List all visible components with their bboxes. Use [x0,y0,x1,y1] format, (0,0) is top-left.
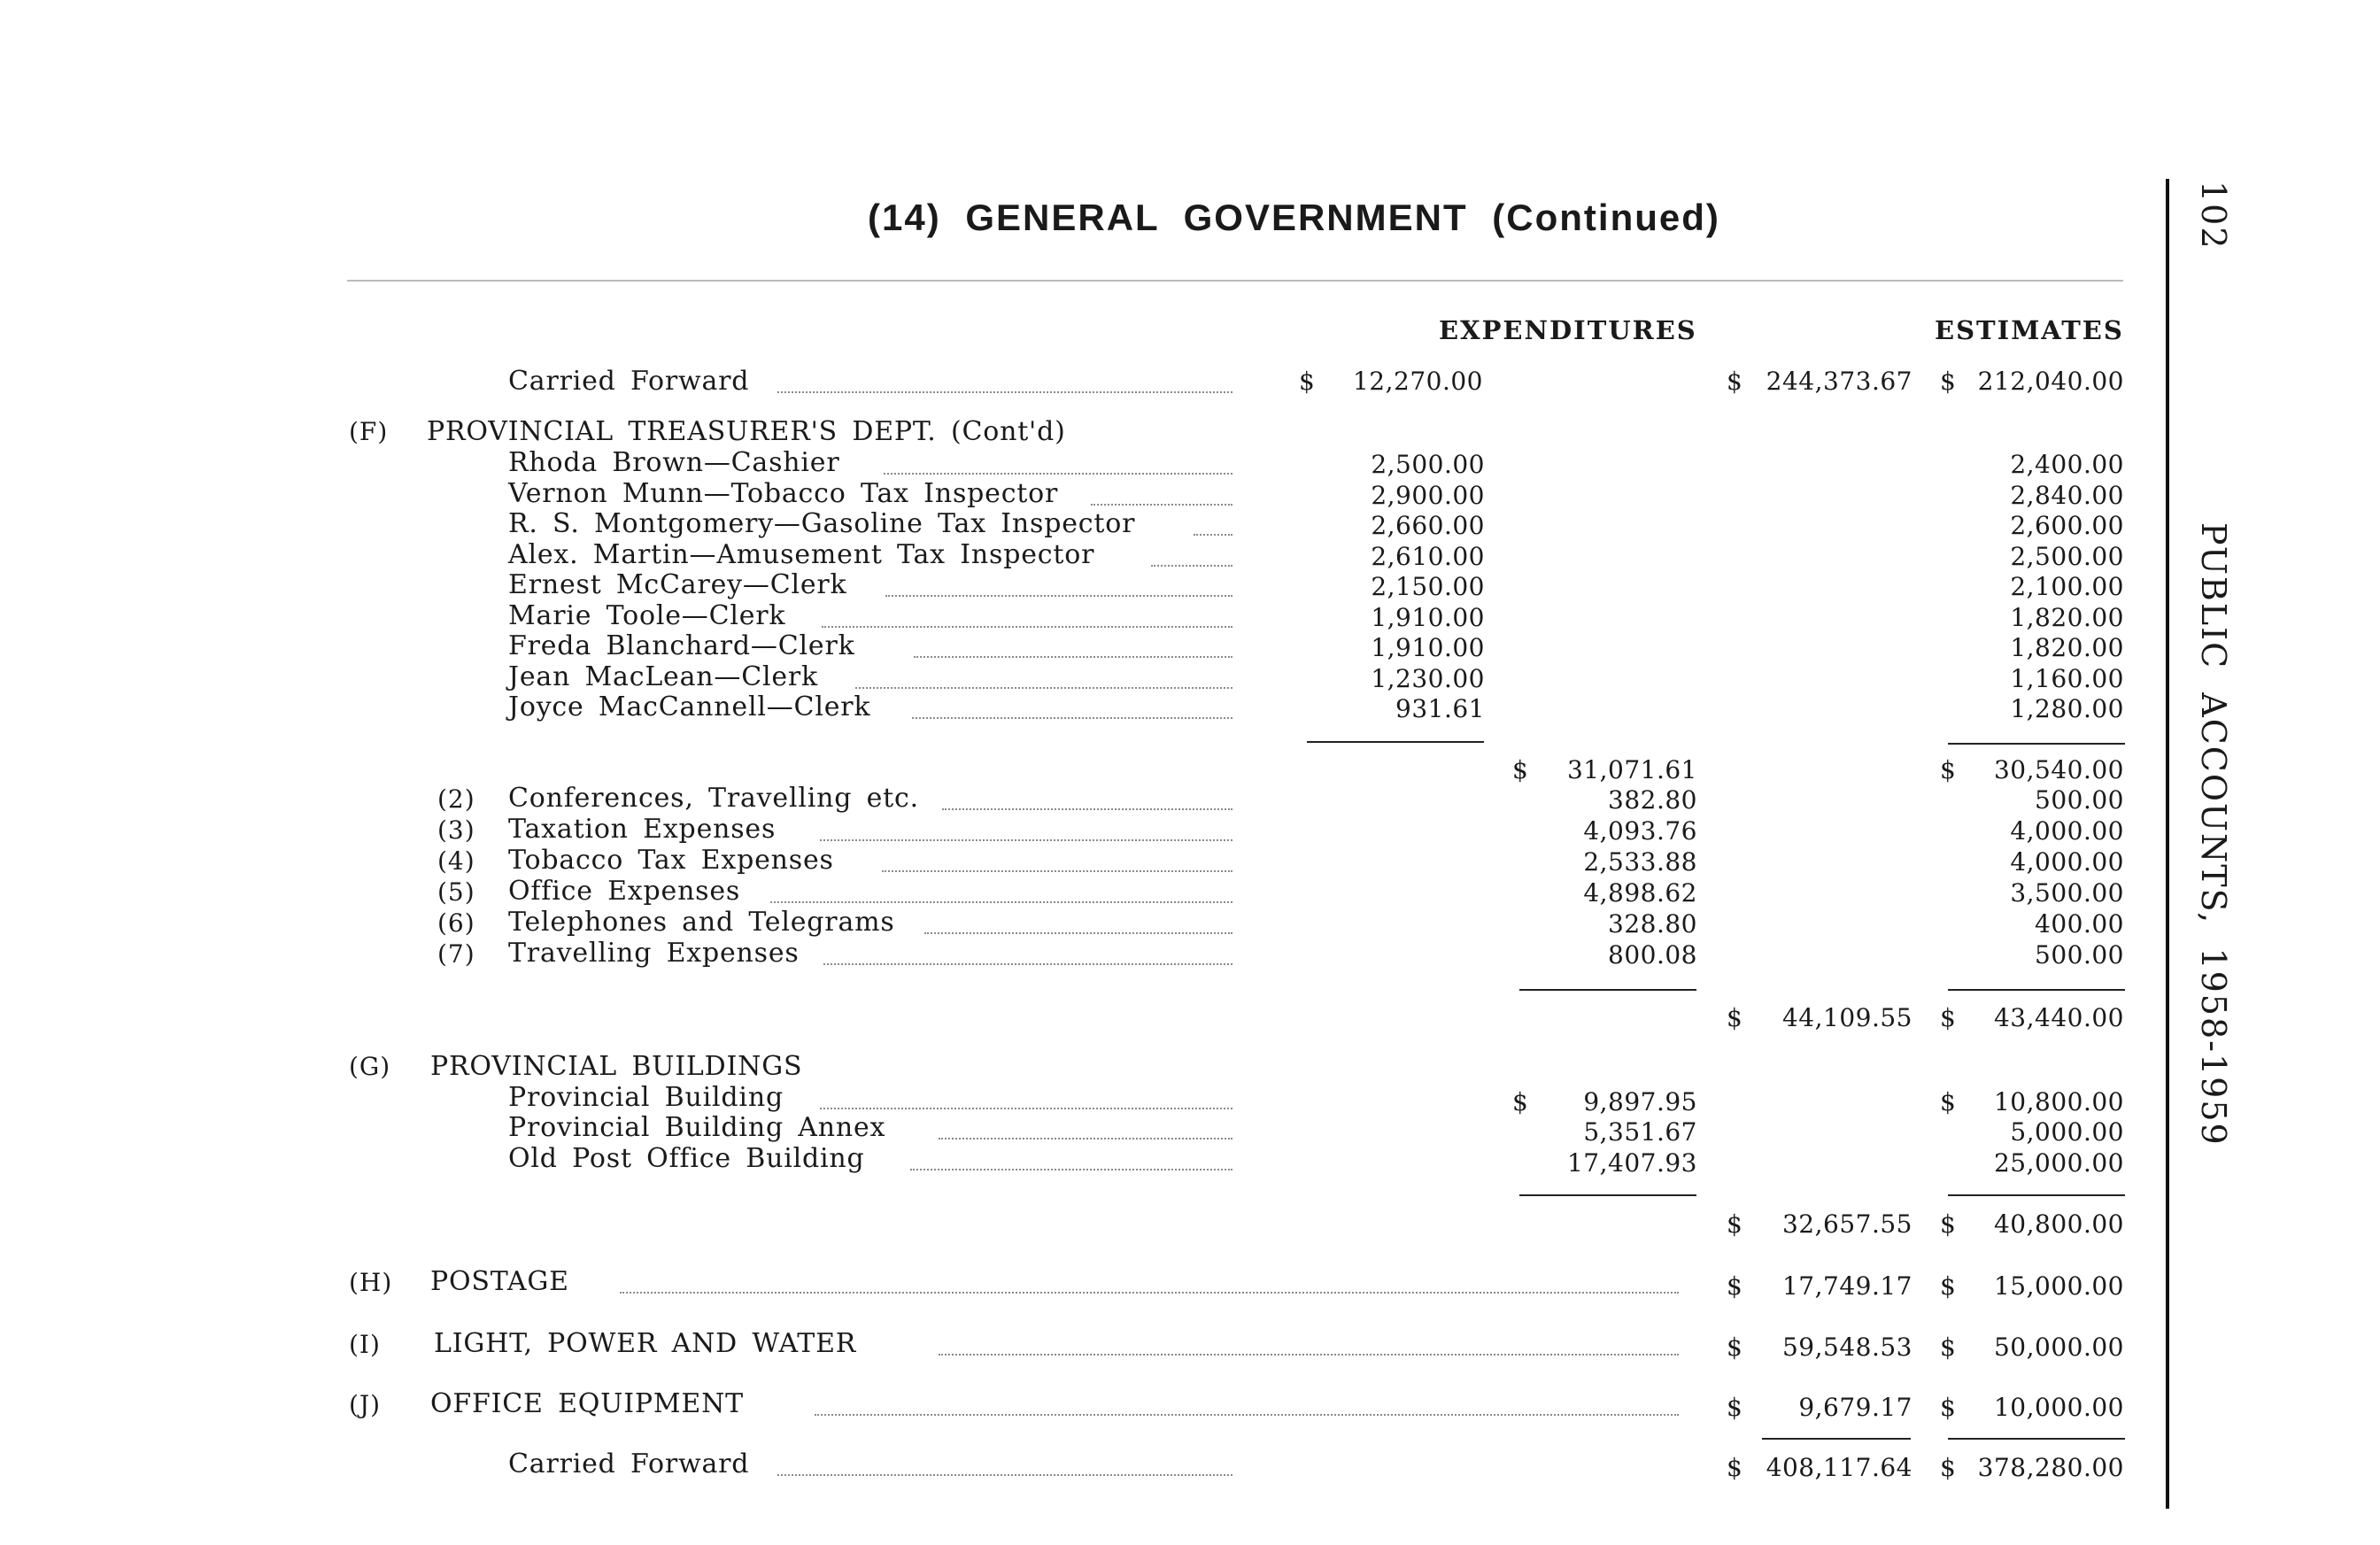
section-i-total: 59,548.53 [1781,1333,1912,1362]
section-ref: (H) [349,1268,393,1297]
section-ref: (I) [349,1330,381,1359]
dollar-sign: $ [1727,367,1742,396]
list-item-label: Travelling Expenses [508,938,800,969]
list-item-label: Provincial Building Annex [508,1112,886,1143]
list-item-label: Ernest McCarey—Clerk [508,569,847,600]
list-item-estimate: 2,500.00 [2010,542,2124,571]
leader-dots [777,391,1232,393]
section-title: LIGHT, POWER AND WATER [434,1328,857,1359]
section-i-estimate: 50,000.00 [1993,1333,2124,1362]
list-item-label: Telephones and Telegrams [508,907,895,938]
list-item-estimate: 2,400.00 [2010,450,2124,479]
dollar-sign: $ [1940,367,1956,396]
leader-dots [823,963,1232,965]
leader-dots [942,808,1232,810]
list-item-estimate: 500.00 [2035,940,2124,969]
section-h-estimate: 15,000.00 [1993,1271,2124,1301]
dollar-sign: $ [1512,755,1528,784]
dollar-sign: $ [1727,1003,1742,1032]
section-ref: (J) [349,1390,382,1419]
list-item-label: Conferences, Travelling etc. [508,783,919,814]
leader-dots [815,1414,1679,1416]
column-header-estimates: ESTIMATES [1935,315,2124,345]
list-item-estimate: 1,160.00 [2010,664,2124,693]
leader-dots [914,656,1232,658]
list-item-estimate: 2,840.00 [2010,481,2124,510]
leader-dots [620,1292,1679,1294]
carried-forward-top-estimate: 212,040.00 [1977,367,2124,396]
item-ref: (5) [437,877,475,907]
subtotal-rule [1948,989,2125,991]
list-item-label: Provincial Building [508,1082,784,1113]
list-item-expenditure: 2,610.00 [1371,542,1485,571]
list-item-label: Tobacco Tax Expenses [508,845,834,876]
page-title: (14) GENERAL GOVERNMENT (Continued) [868,197,1720,238]
dollar-sign: $ [1727,1393,1742,1422]
item-ref: (7) [437,939,475,969]
item-ref: (6) [437,908,475,938]
leader-dots [910,1169,1232,1170]
section-title: PROVINCIAL BUILDINGS [430,1051,803,1082]
section-ref: (F) [349,417,389,446]
dollar-sign: $ [1940,1453,1956,1482]
leader-dots [777,1474,1232,1476]
leader-dots [1151,565,1232,567]
list-item-expenditure: 2,500.00 [1371,450,1485,479]
leader-dots [855,687,1232,689]
subtotal-rule [1948,743,2125,745]
list-item-expenditure: 17,407.93 [1566,1148,1697,1178]
section-j-estimate: 10,000.00 [1993,1393,2124,1422]
section-title: POSTAGE [430,1266,569,1297]
subtotal-rule [1519,989,1696,991]
list-item-expenditure: 800.08 [1608,940,1697,969]
list-item-estimate: 1,820.00 [2010,633,2124,662]
leader-dots [939,1354,1679,1356]
section-g-estimate: 40,800.00 [1993,1209,2124,1239]
dollar-sign: $ [1940,755,1956,784]
list-item-estimate: 5,000.00 [2010,1117,2124,1147]
section-g-total: 32,657.55 [1781,1209,1912,1239]
leader-dots [924,932,1232,934]
list-item-estimate: 10,800.00 [1993,1087,2124,1116]
list-item-expenditure: 2,533.88 [1583,847,1697,877]
list-item-estimate: 1,280.00 [2010,694,2124,723]
margin-rule [2166,179,2169,1509]
list-item-expenditure: 1,910.00 [1371,603,1485,632]
dollar-sign: $ [1940,1087,1956,1116]
list-item-label: Jean MacLean—Clerk [508,661,819,692]
list-item-label: Vernon Munn—Tobacco Tax Inspector [508,478,1059,509]
list-item-expenditure: 328.80 [1608,909,1697,939]
list-item-estimate: 400.00 [2035,909,2124,939]
list-item-expenditure: 5,351.67 [1583,1117,1697,1147]
list-item-estimate: 25,000.00 [1993,1148,2124,1178]
list-item-label: Office Expenses [508,876,741,907]
total-rule [1948,1438,2125,1440]
section-f-estimate: 43,440.00 [1993,1003,2124,1032]
list-item-expenditure: 2,660.00 [1371,511,1485,540]
list-item-estimate: 4,000.00 [2010,847,2124,877]
list-item-label: Joyce MacCannell—Clerk [508,691,871,722]
page-number: 102 [2194,181,2233,251]
carried-forward-top-label: Carried Forward [508,366,750,397]
dollar-sign: $ [1727,1453,1742,1482]
list-item-estimate: 4,000.00 [2010,816,2124,846]
dollar-sign: $ [1727,1209,1742,1239]
section-j-total: 9,679.17 [1798,1393,1912,1422]
dollar-sign: $ [1512,1087,1528,1116]
leader-dots [1194,534,1232,536]
item-ref: (3) [437,815,475,845]
dollar-sign: $ [1940,1393,1956,1422]
section-f-total: 44,109.55 [1781,1003,1912,1032]
leader-dots [820,1108,1232,1109]
leader-dots [884,473,1232,475]
section-h-total: 17,749.17 [1781,1271,1912,1301]
subtotal-rule [1519,1194,1696,1196]
list-item-estimate: 2,100.00 [2010,572,2124,601]
leader-dots [912,717,1232,719]
dollar-sign: $ [1940,1271,1956,1301]
item-ref: (4) [437,846,475,876]
leader-dots [822,626,1232,628]
list-item-expenditure: 382.80 [1608,785,1697,815]
column-header-expenditures: EXPENDITURES [1439,315,1697,345]
subtotal-rule [1307,741,1484,743]
list-item-expenditure: 4,898.62 [1583,878,1697,908]
salaries-total: 31,071.61 [1566,755,1697,784]
dollar-sign: $ [1727,1333,1742,1362]
header-divider [347,280,2123,282]
subtotal-rule [1948,1194,2125,1196]
list-item-label: Old Post Office Building [508,1143,865,1174]
total-rule [1762,1438,1911,1440]
side-title: PUBLIC ACCOUNTS, 1958-1959 [2194,522,2233,1147]
section-title: PROVINCIAL TREASURER'S DEPT. (Cont'd) [427,416,1066,447]
carried-forward-bottom-estimate: 378,280.00 [1977,1453,2124,1482]
carried-forward-bottom-total: 408,117.64 [1766,1453,1912,1482]
carried-forward-top-total: 244,373.67 [1766,367,1912,396]
leader-dots [885,595,1232,597]
list-item-estimate: 3,500.00 [2010,878,2124,908]
list-item-label: Taxation Expenses [508,814,777,845]
leader-dots [1091,504,1232,506]
dollar-sign: $ [1940,1003,1956,1032]
list-item-expenditure: 9,897.95 [1583,1087,1697,1116]
list-item-label: R. S. Montgomery—Gasoline Tax Inspector [508,508,1136,539]
dollar-sign: $ [1727,1271,1742,1301]
section-title: OFFICE EQUIPMENT [430,1388,744,1419]
list-item-expenditure: 2,900.00 [1371,481,1485,510]
leader-dots [939,1138,1232,1139]
list-item-label: Rhoda Brown—Cashier [508,447,840,478]
leader-dots [770,901,1232,903]
list-item-label: Marie Toole—Clerk [508,600,786,631]
list-item-expenditure: 1,910.00 [1371,633,1485,662]
list-item-expenditure: 2,150.00 [1371,572,1485,601]
list-item-estimate: 2,600.00 [2010,511,2124,540]
leader-dots [882,870,1232,872]
list-item-expenditure: 1,230.00 [1371,664,1485,693]
carried-forward-bottom-label: Carried Forward [508,1448,750,1479]
list-item-label: Alex. Martin—Amusement Tax Inspector [508,539,1095,570]
list-item-estimate: 1,820.00 [2010,603,2124,632]
salaries-estimate: 30,540.00 [1993,755,2124,784]
dollar-sign: $ [1940,1333,1956,1362]
list-item-estimate: 500.00 [2035,785,2124,815]
carried-forward-top-sub: 12,270.00 [1352,367,1483,396]
dollar-sign: $ [1940,1209,1956,1239]
dollar-sign: $ [1299,367,1315,396]
section-ref: (G) [349,1052,391,1081]
list-item-label: Freda Blanchard—Clerk [508,630,855,661]
item-ref: (2) [437,784,475,814]
leader-dots [820,839,1232,841]
list-item-expenditure: 931.61 [1395,694,1485,723]
list-item-expenditure: 4,093.76 [1583,816,1697,846]
